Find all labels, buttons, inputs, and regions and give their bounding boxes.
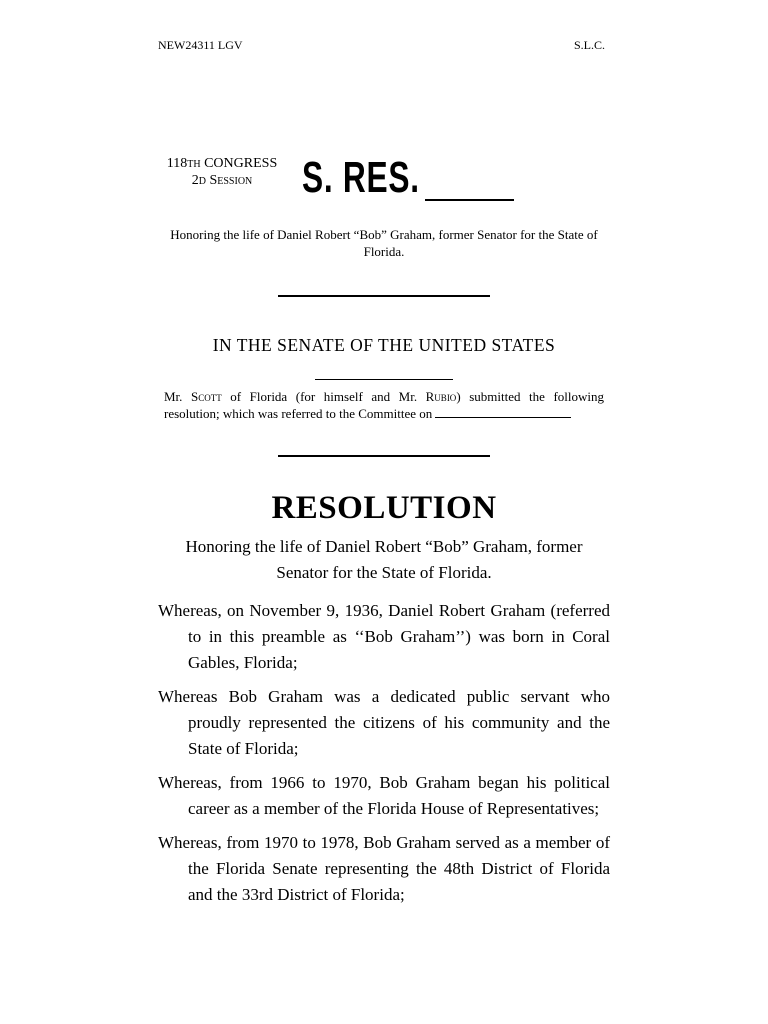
action-text: Mr. Scott of Florida (for himself and Mr. Rubio) submitted the following resolution; which was referred to the Committee on [164,389,605,421]
divider-top [278,295,490,297]
divider-bottom [278,455,490,457]
preamble [158,598,610,908]
congress-line: 118TH CONGRESS [166,156,278,171]
committee-blank [435,417,571,418]
document-type-heading: RESOLUTION [271,490,497,526]
chamber-heading: IN THE SENATE OF THE UNITED STATES [212,335,556,355]
cosponsor-name: Rubio [425,389,457,404]
session-line: 2D Session [191,173,253,188]
document-id: NEW24311 LGV [158,38,243,52]
resolution-subtitle: Honoring the life of Daniel Robert “Bob” Graham, former Senator for the State of Florida. [185,537,583,582]
bill-number-blank [425,199,514,201]
whereas-clause: Whereas, from 1970 to 1978, Bob Graham served as a member of the Florida Senate representing the 48th District of Florida and the 33rd District of Florida; [158,833,610,904]
sponsor-name: Scott [190,389,222,404]
whereas-clause: Whereas, from 1966 to 1970, Bob Graham began his political career as a member of the Florida House of Representatives; [158,773,610,818]
slc-marker: S.L.C. [574,38,606,52]
divider-short [315,379,453,380]
purpose-text: Honoring the life of Daniel Robert “Bob” Graham, former Senator for the State of Florida. [170,227,598,259]
whereas-clause: Whereas Bob Graham was a dedicated public servant who proudly represented the citizens of his community and the State of Florida; [158,687,610,758]
bill-designation: S. RES. [302,153,420,202]
congress-session-block [158,156,286,190]
whereas-clause: Whereas, on November 9, 1936, Daniel Robert Graham (referred to in this preamble as ‘‘Bob Graham’’) was born in Coral Gables, Florida; [158,601,610,672]
